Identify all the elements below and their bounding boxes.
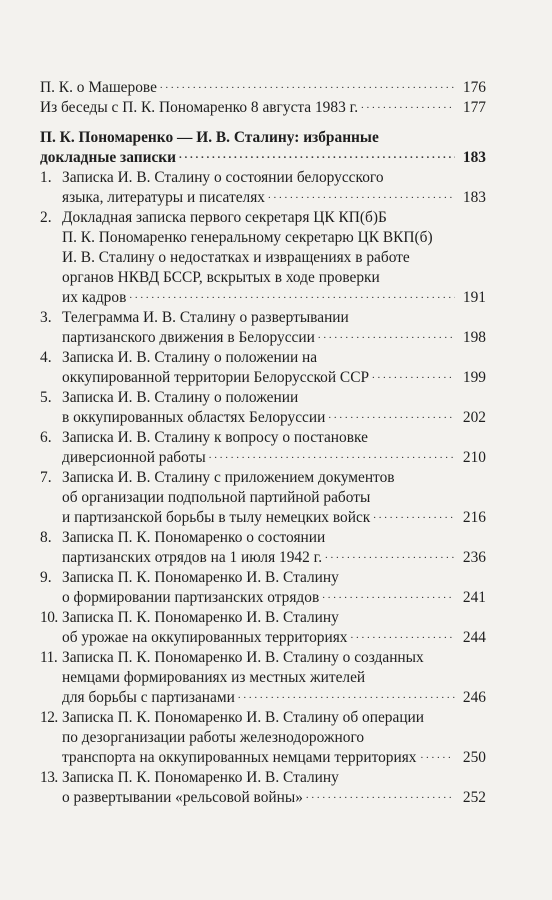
toc-page-number: 183: [462, 149, 486, 166]
entry-number: 2.: [40, 209, 52, 226]
toc-entry-line: Докладная записка первого секретаря ЦК КП(б)Б: [62, 209, 387, 226]
leader-dots: [318, 328, 455, 342]
entry-number: 6.: [40, 429, 52, 446]
toc-entry: [40, 528, 486, 568]
toc-entry: [40, 388, 486, 428]
toc-entry-line: органов НКВД БССР, вскрытых в ходе проверки: [62, 269, 380, 286]
toc-entry-line: П. К. Пономаренко генеральному секретарю ЦК ВКП(б): [62, 229, 433, 246]
toc-entry-line: Записка И. В. Сталину к вопросу о постановке: [62, 429, 368, 446]
toc-page-number: 177: [462, 99, 486, 116]
toc-entry-line: об организации подпольной партийной работы: [62, 489, 371, 506]
leader-dots: [372, 368, 455, 382]
toc-entry: [40, 308, 486, 348]
toc-section-heading: [40, 128, 486, 168]
leader-dots: [328, 408, 455, 422]
entry-number: 13.: [40, 769, 58, 786]
leader-dots: [160, 78, 455, 92]
entry-number: 3.: [40, 309, 52, 326]
toc-entry: [40, 78, 486, 98]
section-title-line: докладные записки: [40, 149, 177, 166]
toc-entry-line: И. В. Сталину о недостатках и извращениях в работе: [62, 249, 410, 266]
leader-dots: [361, 98, 455, 112]
entry-number: 1.: [40, 169, 52, 186]
toc-entry-line: транспорта на оккупированных немцами территориях: [62, 749, 417, 766]
toc-entry: [40, 168, 486, 208]
toc-entry-line: немцами формированиях из местных жителей: [62, 669, 366, 686]
toc-page-number: 216: [462, 509, 486, 526]
entry-number: 9.: [40, 569, 52, 586]
toc-page-number: 191: [462, 289, 486, 306]
toc-entry-line: оккупированной территории Белорусской ССР: [62, 369, 370, 386]
toc-entry-line: языка, литературы и писателях: [62, 189, 265, 206]
leader-dots: [238, 688, 455, 702]
toc-entry-line: об урожае на оккупированных территориях: [62, 629, 348, 646]
leader-dots: [373, 508, 455, 522]
toc-entry-line: Записка П. К. Пономаренко И. В. Сталину: [62, 569, 339, 586]
toc-entry: [40, 428, 486, 468]
toc-entry: [40, 568, 486, 608]
section-title-line: П. К. Пономаренко — И. В. Сталину: избранные: [40, 129, 379, 146]
toc-entry-line: в оккупированных областях Белоруссии: [62, 409, 326, 426]
toc-page-number: 250: [462, 749, 486, 766]
leader-dots: [268, 188, 455, 202]
toc-entry-line: Записка И. В. Сталину о состоянии белорусского: [62, 169, 384, 186]
toc-entry-line: партизанских отрядов на 1 июля 1942 г.: [62, 549, 323, 566]
toc-entry-line: Записка П. К. Пономаренко И. В. Сталину о созданных: [62, 649, 424, 666]
toc-entry: [40, 608, 486, 648]
toc-page-number: 183: [462, 189, 486, 206]
toc-page-number: 199: [462, 369, 486, 386]
toc-entry-line: Записка И. В. Сталину о положении: [62, 389, 299, 406]
toc-entry: [40, 468, 486, 528]
toc-page-number: 198: [462, 329, 486, 346]
entry-number: 8.: [40, 529, 52, 546]
leader-dots: [179, 148, 455, 162]
toc-page-number: 241: [462, 589, 486, 606]
toc-page-number: 210: [462, 449, 486, 466]
toc-entry-line: для борьбы с партизанами: [62, 689, 235, 706]
toc-entry-title: Из беседы с П. К. Пономаренко 8 августа 1983 г.: [40, 99, 359, 116]
leader-dots: [209, 448, 455, 462]
toc-entry-line: их кадров: [62, 289, 127, 306]
toc-entry-line: и партизанской борьбы в тылу немецких войск: [62, 509, 371, 526]
toc-entry-line: Записка И. В. Сталину о положении на: [62, 349, 318, 366]
toc-entry-line: Записка П. К. Пономаренко о состоянии: [62, 529, 326, 546]
entry-number: 12.: [40, 709, 58, 726]
toc-entry-line: о формировании партизанских отрядов: [62, 589, 320, 606]
toc-entry-line: Записка П. К. Пономаренко И. В. Сталину: [62, 769, 339, 786]
entry-number: 10.: [40, 609, 58, 626]
entry-number: 5.: [40, 389, 52, 406]
toc-entry: [40, 768, 486, 808]
toc-entry-line: диверсионной работы: [62, 449, 206, 466]
toc-entry: [40, 648, 486, 708]
toc-page-number: 252: [462, 789, 486, 806]
toc-entry: [40, 208, 486, 308]
leader-dots: [421, 748, 455, 762]
leader-dots: [306, 788, 455, 802]
entry-number: 7.: [40, 469, 52, 486]
entry-number: 4.: [40, 349, 52, 366]
toc-entry-line: Записка И. В. Сталину с приложением документов: [62, 469, 395, 486]
toc-page-number: 202: [462, 409, 486, 426]
toc-entry-line: Телеграмма И. В. Сталину о развертывании: [62, 309, 349, 326]
leader-dots: [129, 288, 455, 302]
leader-dots: [351, 628, 456, 642]
toc-entry-line: партизанского движения в Белоруссии: [62, 329, 315, 346]
toc-page-number: 176: [462, 79, 486, 96]
toc-entry-line: Записка П. К. Пономаренко И. В. Сталину об операции: [62, 709, 425, 726]
leader-dots: [325, 548, 455, 562]
toc-page-number: 244: [462, 629, 486, 646]
entry-number: 11.: [40, 649, 58, 666]
toc-entry-title: П. К. о Машерове: [40, 79, 157, 96]
toc-page-number: 236: [462, 549, 486, 566]
toc-entry-line: Записка П. К. Пономаренко И. В. Сталину: [62, 609, 339, 626]
toc-entry: [40, 348, 486, 388]
toc-page: [40, 78, 486, 808]
toc-entry-line: по дезорганизации работы железнодорожного: [62, 729, 365, 746]
toc-page-number: 246: [462, 689, 486, 706]
leader-dots: [322, 588, 455, 602]
toc-entry-line: о развертывании «рельсовой войны»: [62, 789, 303, 806]
toc-entry: [40, 708, 486, 768]
toc-entry: [40, 98, 486, 118]
